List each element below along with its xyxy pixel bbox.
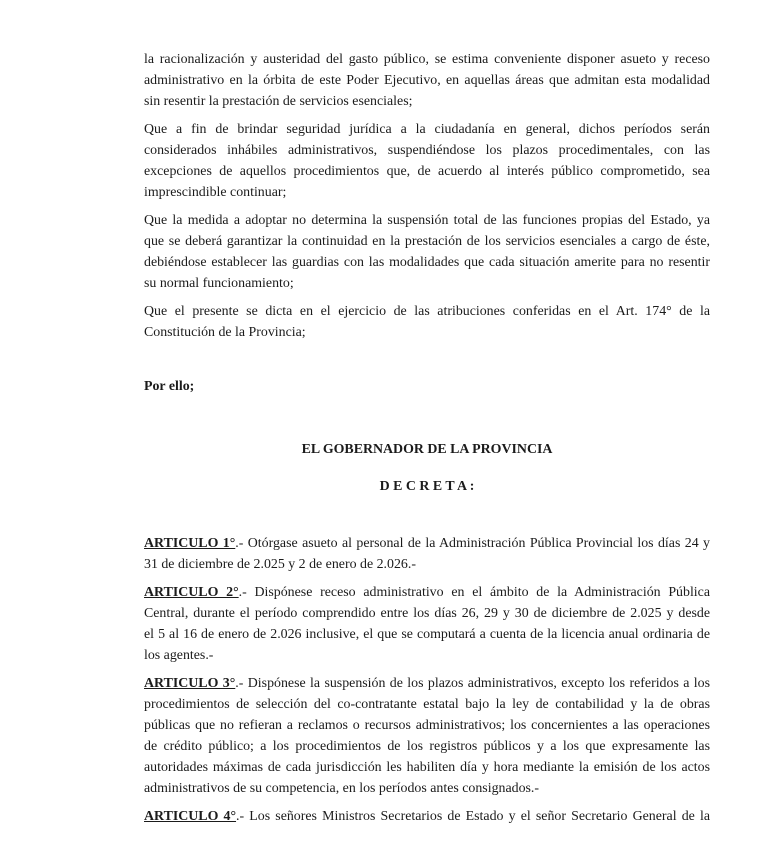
articles-section [144,533,710,827]
text-line: Que a fin de brindar seguridad jurídica a la ciudadanía en general, dichos períodos serán [144,122,710,137]
article-paragraph [144,582,710,666]
considerando-paragraph [144,49,710,112]
text-line: Constitución de la Provincia; [144,325,306,340]
article-paragraph [144,673,710,799]
text-line: administrativo en la órbita de este Poder Ejecutivo, en aquellas áreas que admitan esta modalidad [144,73,710,88]
article-label: ARTICULO 4° [144,809,237,824]
text-line: Central, durante el período comprendido entre los días 26, 29 y 30 de diciembre de 2.025 y desde [144,606,710,621]
text-line [144,673,710,694]
text-line: autoridades máximas de cada jurisdicción les habiliten día y hora mediante la emisión de los actos [144,760,710,775]
text-line: de crédito público; a los procedimientos de los registros públicos y a los que expresamente las [144,739,710,754]
heading-governor: EL GOBERNADOR DE LA PROVINCIA [301,442,553,457]
text-line: debiéndose establecer las guardias con las modalidades que cada situación amerite para no resentir [144,255,710,270]
considerando-paragraph [144,301,710,343]
text-line [144,806,710,827]
por-ello-paragraph: Por ello; [144,379,195,394]
text-line: sin resentir la prestación de servicios esenciales; [144,94,413,109]
text-line: su normal funcionamiento; [144,276,294,291]
article-text: .- Dispónese receso administrativo en el ámbito de la Administración Pública [238,585,710,600]
considerando-paragraph [144,119,710,203]
article-paragraph [144,806,710,827]
text-line: 31 de diciembre de 2.025 y 2 de enero de 2.026.- [144,557,416,572]
text-line: administrativos de su competencia, en los períodos antes consignados.- [144,781,540,796]
text-line [144,533,710,554]
article-text: .- Los señores Ministros Secretarios de Estado y el señor Secretario General de la [236,809,710,824]
text-line: considerados inhábiles administrativos, suspendiéndose los plazos procedimentales, con las [144,143,710,158]
text-line: imprescindible continuar; [144,185,287,200]
text-line: el 5 al 16 de enero de 2.026 inclusive, el que se computará a cuenta de la licencia anual ordinaria de [144,627,710,642]
text-line: Que la medida a adoptar no determina la suspensión total de las funciones propias del Estado, ya [144,213,710,228]
text-line: procedimientos de selección del co-contratante estatal bajo la ley de contabilidad y la de obras [144,697,710,712]
text-line: excepciones de aquellos procedimientos que, de acuerdo al interés público comprometido, sea [144,164,710,179]
article-paragraph [144,533,710,575]
text-line: Que el presente se dicta en el ejercicio de las atribuciones conferidas en el Art. 174° de la [144,304,710,319]
article-label: ARTICULO 2° [144,585,239,600]
article-text: .- Otórgase asueto al personal de la Administración Pública Provincial los días 24 y [235,536,710,551]
text-line: los agentes.- [144,648,214,663]
article-text: .- Dispónese la suspensión de los plazos administrativos, excepto los referidos a los [235,676,711,691]
document-content [144,49,710,834]
text-line: la racionalización y austeridad del gasto público, se estima conveniente disponer asueto y receso [144,52,710,67]
article-label: ARTICULO 3° [144,676,236,691]
text-line: que se deberá garantizar la continuidad en la prestación de los servicios esenciales a cargo de éste, [144,234,710,249]
heading-decreta: D E C R E T A : [379,479,475,494]
considerandos-section [144,49,710,343]
considerando-paragraph [144,210,710,294]
article-label: ARTICULO 1° [144,536,236,551]
text-line [144,582,710,603]
text-line: públicas que no refieran a reclamos o recursos administrativos; los concernientes a las operaciones [144,718,710,733]
